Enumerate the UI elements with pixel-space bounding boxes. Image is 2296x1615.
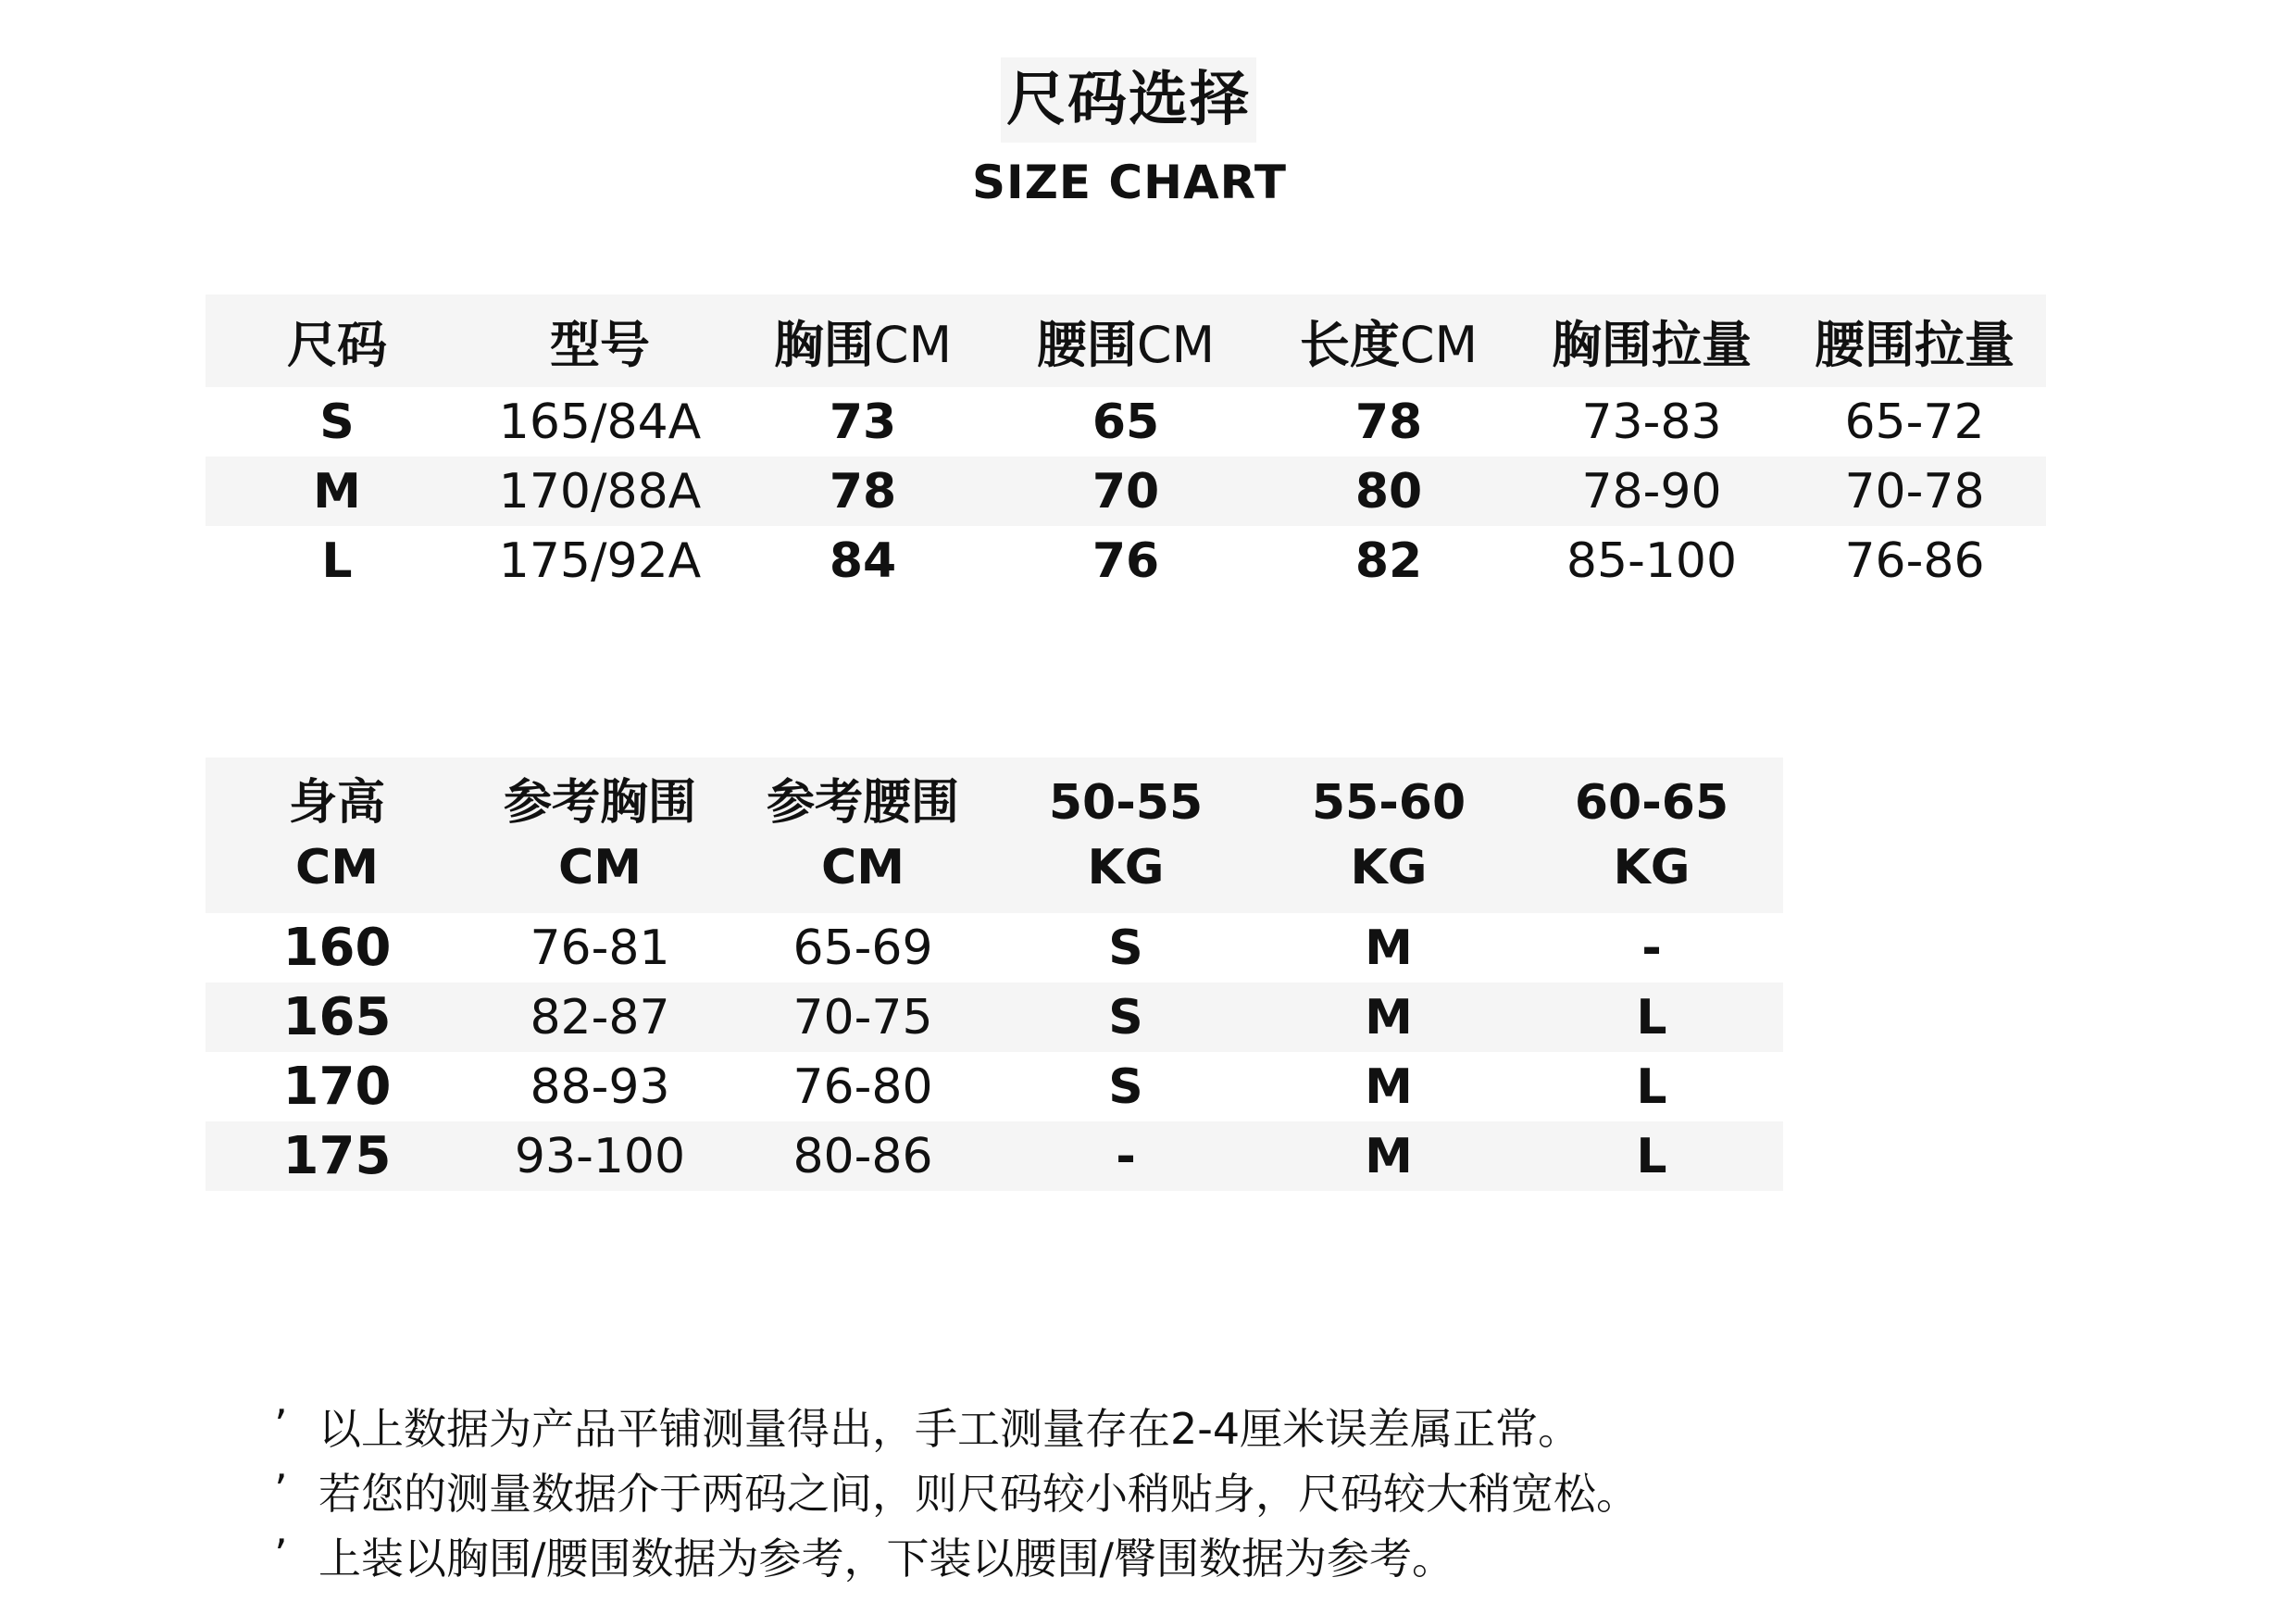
list-item [274,1396,2218,1461]
table-cell: 82-87 [530,989,670,1045]
list-item [274,1461,2218,1526]
bullet-mark: ’ [274,1530,288,1580]
table-cell: 73-83 [1581,394,1722,450]
header-unit: CM [821,840,905,895]
header-label: 型号 [550,315,650,374]
table-cell: 65-69 [792,920,933,976]
header-cell-length [1257,306,1520,377]
header-cell-weight-60-65 [1520,770,1783,900]
table-row [206,387,2046,457]
header-unit: KG [1087,840,1165,895]
table-cell: S [319,394,355,450]
header-label: 腰围拉量 [1815,315,2015,374]
page-subtitle: SIZE CHART [971,156,1288,209]
table-cell: 70-75 [792,989,933,1045]
table-row [206,457,2046,526]
table-cell: 84 [829,532,897,589]
header-unit: KG [1613,840,1691,895]
table-cell: 70-78 [1844,463,1985,520]
header-label: 参考腰围 [766,775,959,831]
note-text: 若您的测量数据介于两码之间，则尺码较小稍贴身，尺码较大稍宽松。 [318,1469,1639,1519]
table-cell: - [1641,920,1662,976]
table-cell: S [1108,920,1143,976]
table-cell: 175/92A [498,532,702,589]
table-cell: S [1108,989,1143,1045]
header-label: 身高 [288,775,385,831]
header-label: 胸围拉量 [1552,315,1752,374]
header-unit: CM [873,315,953,374]
size-table [206,294,2046,595]
table-cell: M [1365,1128,1413,1184]
header-cell-height [206,770,468,900]
table-cell: 73 [829,394,897,450]
header-label: 腰围 [1036,315,1137,374]
header-label: 60-65 [1574,775,1729,831]
table-cell: 80 [1354,463,1423,520]
table-row [206,983,1783,1052]
header-cell-waist [994,306,1257,377]
header-unit: CM [558,840,642,895]
table-cell: 175 [282,1126,392,1186]
table-cell: - [1116,1128,1136,1184]
header-unit: KG [1350,840,1428,895]
table-cell: 76-86 [1844,532,1985,589]
table-cell: 65-72 [1844,394,1985,450]
table-cell: 78 [829,463,897,520]
fit-table-header [206,757,1783,913]
size-table-header [206,294,2046,387]
table-cell: 170/88A [498,463,702,520]
header-label: 尺码 [287,315,387,374]
table-cell: 76-80 [792,1058,933,1115]
header-cell-chest-stretch [1520,306,1783,377]
table-cell: M [1365,920,1413,976]
table-cell: 165 [282,987,392,1047]
table-cell: M [1365,1058,1413,1115]
header-cell-chest [731,306,994,377]
table-row [206,1052,1783,1121]
bullet-mark: ’ [274,1400,288,1450]
header-cell-model [468,306,731,377]
table-cell: L [1636,989,1667,1045]
header-label: 胸围 [773,315,874,374]
header-cell-weight-50-55 [994,770,1257,900]
table-cell: 76 [1092,532,1160,589]
table-cell: 85-100 [1566,532,1738,589]
header-cell-ref-chest [468,770,731,900]
header-label: 55-60 [1311,775,1466,831]
header-unit: CM [295,840,379,895]
header-unit: CM [1136,315,1216,374]
notes-list [274,1396,2218,1591]
table-cell: 93-100 [514,1128,686,1184]
table-cell: 70 [1092,463,1160,520]
table-cell: 88-93 [530,1058,670,1115]
bullet-mark: ’ [274,1465,288,1515]
page-title: 尺码选择 [1001,57,1256,143]
table-cell: 76-81 [530,920,670,976]
header-unit: CM [1399,315,1479,374]
note-text: 以上数据为产品平铺测量得出，手工测量存在2-4厘米误差属正常。 [318,1404,1581,1454]
table-row [206,913,1783,983]
table-cell: S [1108,1058,1143,1115]
header-cell-weight-55-60 [1257,770,1520,900]
table-cell: 65 [1092,394,1160,450]
header-cell-size [206,306,468,377]
table-cell: L [321,532,353,589]
note-text: 上装以胸围/腰围数据为参考，下装以腰围/臀围数据为参考。 [318,1534,1454,1584]
table-cell: 160 [282,918,392,978]
header-label: 50-55 [1048,775,1204,831]
list-item [274,1526,2218,1591]
table-cell: 78 [1354,394,1423,450]
header-label: 参考胸围 [503,775,696,831]
header-label: 长度 [1299,315,1400,374]
table-row [206,1121,1783,1191]
fit-reference-table [206,757,1783,1191]
table-cell: M [313,463,361,520]
header-cell-waist-stretch [1783,306,2046,377]
table-cell: 170 [282,1057,392,1117]
table-cell: L [1636,1128,1667,1184]
table-cell: 78-90 [1581,463,1722,520]
table-cell: 80-86 [792,1128,933,1184]
table-cell: L [1636,1058,1667,1115]
table-cell: 165/84A [498,394,702,450]
table-cell: 82 [1354,532,1423,589]
table-row [206,526,2046,595]
header-cell-ref-waist [731,770,994,900]
table-cell: M [1365,989,1413,1045]
